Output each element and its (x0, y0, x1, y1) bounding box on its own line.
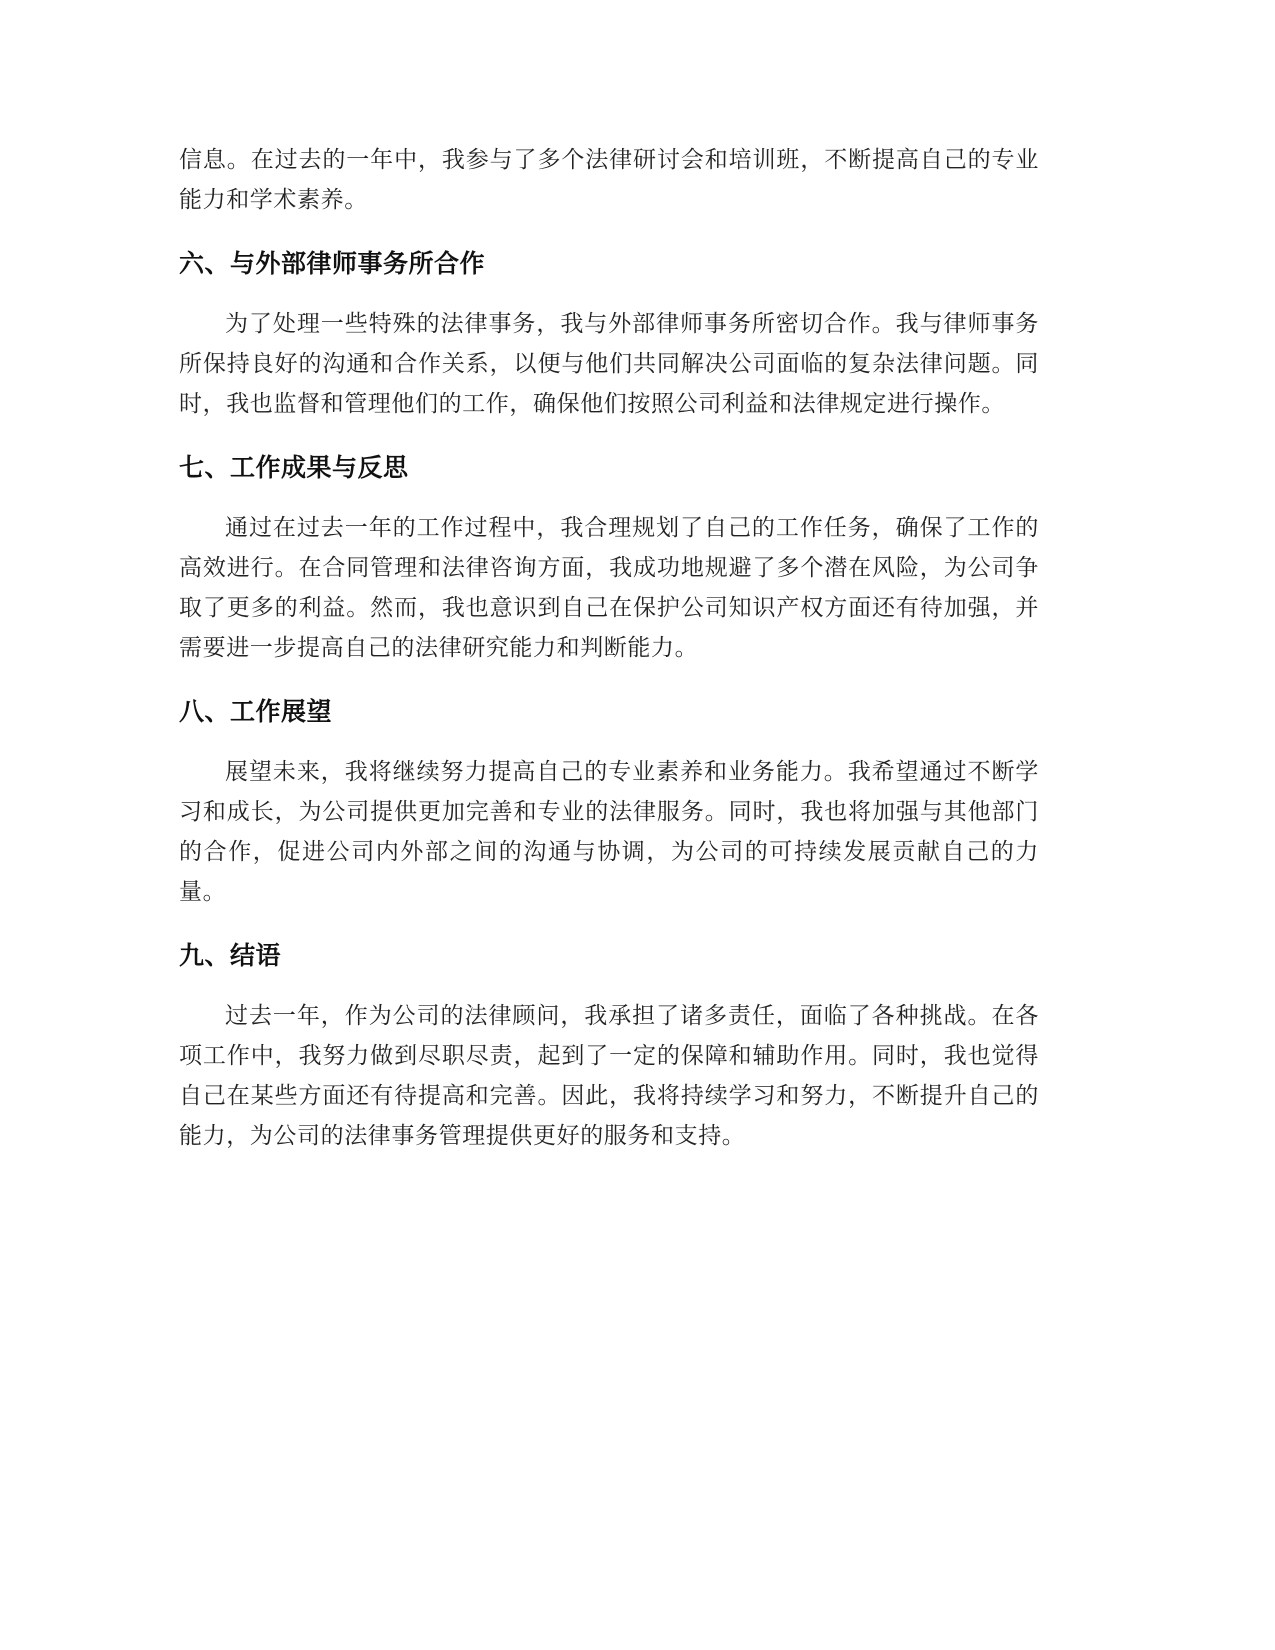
intro-paragraph: 信息。在过去的一年中，我参与了多个法律研讨会和培训班，不断提高自己的专业能力和学术素养。 (179, 147, 1039, 213)
section-heading: 九、结语 (179, 941, 282, 970)
section-heading: 七、工作成果与反思 (179, 453, 409, 482)
section-body: 通过在过去一年的工作过程中，我合理规划了自己的工作任务，确保了工作的高效进行。在合同管理和法律咨询方面，我成功地规避了多个潜在风险，为公司争取了更多的利益。然而，我也意识到自己在保护公司知识产权方面还有待加强，并需要进一步提高自己的法律研究能力和判断能力。 (179, 515, 1039, 661)
section-outlook (179, 692, 1039, 912)
section-body: 过去一年，作为公司的法律顾问，我承担了诸多责任，面临了各种挑战。在各项工作中，我努力做到尽职尽责，起到了一定的保障和辅助作用。同时，我也觉得自己在某些方面还有待提高和完善。因此，我将持续学习和努力，不断提升自己的能力，为公司的法律事务管理提供更好的服务和支持。 (179, 1003, 1039, 1149)
section-results-reflection (179, 448, 1039, 668)
section-heading: 六、与外部律师事务所合作 (179, 249, 486, 278)
document-page (179, 140, 1039, 1156)
section-body: 展望未来，我将继续努力提高自己的专业素养和业务能力。我希望通过不断学习和成长，为公司提供更加完善和专业的法律服务。同时，我也将加强与其他部门的合作，促进公司内外部之间的沟通与协调，为公司的可持续发展贡献自己的力量。 (179, 759, 1039, 905)
section-heading: 八、工作展望 (179, 697, 333, 726)
section-conclusion (179, 936, 1039, 1156)
section-body: 为了处理一些特殊的法律事务，我与外部律师事务所密切合作。我与律师事务所保持良好的沟通和合作关系，以便与他们共同解决公司面临的复杂法律问题。同时，我也监督和管理他们的工作，确保他们按照公司利益和法律规定进行操作。 (179, 311, 1039, 417)
section-cooperation (179, 244, 1039, 424)
